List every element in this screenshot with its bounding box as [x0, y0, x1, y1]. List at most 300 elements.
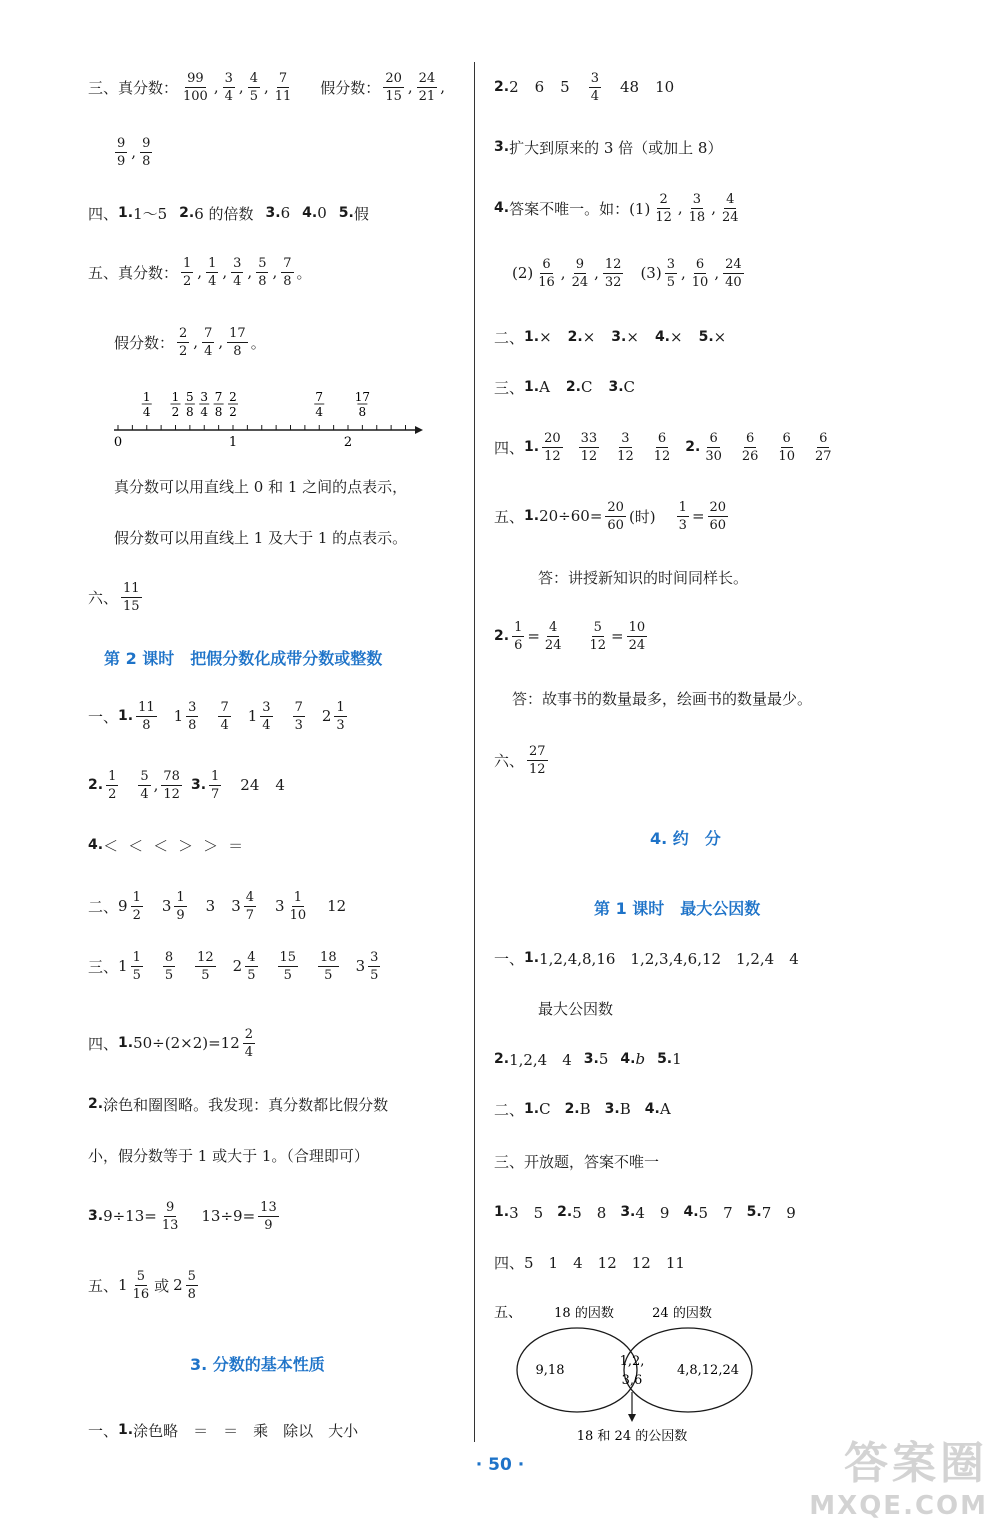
- fraction: [605, 499, 626, 534]
- text: 5 7: [698, 1203, 733, 1222]
- text: 五、: [88, 1276, 119, 1295]
- denominator: 5: [132, 967, 141, 983]
- numerator: 5: [258, 255, 267, 271]
- denominator: 5: [249, 88, 258, 104]
- venn-left-title: 18 的因数: [554, 1306, 614, 1321]
- text: (2): [512, 264, 534, 282]
- numerator: 1: [108, 768, 117, 784]
- text: ＞: [203, 836, 219, 855]
- numerator: 6: [695, 256, 705, 272]
- item-number: 3.: [190, 777, 207, 793]
- text: A: [539, 378, 550, 396]
- item-number: 4.: [494, 200, 510, 216]
- mixed-number: [233, 949, 261, 984]
- fraction: [227, 325, 248, 360]
- fraction: [136, 699, 157, 734]
- text: 四、: [494, 1253, 525, 1272]
- comma: ,: [407, 78, 413, 96]
- fraction: [131, 949, 143, 984]
- item-number: 3.: [494, 139, 510, 155]
- fraction: [131, 1268, 152, 1303]
- text: ×: [713, 328, 727, 346]
- venn-right-title: 24 的因数: [652, 1306, 712, 1321]
- denominator: 15: [385, 88, 402, 104]
- denominator: 10: [289, 907, 307, 923]
- fraction: [209, 768, 221, 803]
- numerator: 20: [385, 70, 402, 86]
- item-number: 2.: [88, 1096, 104, 1112]
- comma: ,: [711, 199, 716, 217]
- text: ×: [670, 328, 683, 346]
- section-heading: 4. 约 分: [650, 829, 721, 848]
- text: C: [580, 378, 593, 396]
- denominator: 13: [161, 1217, 179, 1233]
- numerator: 9: [575, 256, 584, 272]
- denominator: 27: [814, 448, 832, 464]
- numerator: 1: [336, 699, 345, 715]
- numerator: 1: [183, 255, 192, 271]
- text: 最大公因数: [538, 999, 614, 1018]
- text: 五、真分数：: [88, 263, 179, 282]
- denominator: 12: [163, 786, 180, 802]
- item-number: 3.: [608, 379, 624, 395]
- numerator: 9: [117, 135, 126, 151]
- denominator: 60: [607, 517, 624, 533]
- denominator: 15: [123, 598, 140, 614]
- numerator: 11: [138, 699, 155, 715]
- denominator: 12: [580, 448, 598, 464]
- text: 一、: [88, 707, 119, 726]
- item-number: 1.: [524, 329, 540, 345]
- numerator: 20: [607, 499, 624, 515]
- text: =: [527, 627, 540, 645]
- comma: ,: [131, 143, 137, 161]
- text: 3 5: [509, 1203, 544, 1222]
- item-number: 4.: [683, 1204, 699, 1220]
- text: 6: [280, 204, 291, 222]
- mixed-number: [315, 949, 342, 984]
- fraction: [318, 949, 339, 984]
- answer-line-r-5-2: [494, 614, 650, 658]
- whole-part: 3: [231, 897, 241, 915]
- venn-bottom-label: 18 和 24 的公因数: [576, 1429, 688, 1444]
- numerator: 3: [370, 949, 379, 965]
- text: 48: [619, 78, 640, 96]
- fraction: [223, 70, 235, 105]
- item-number: 3.: [620, 1204, 636, 1220]
- answer-line-r-3c: [494, 1190, 796, 1234]
- whole-part: 9: [118, 897, 128, 915]
- item-number: 3.: [265, 205, 281, 221]
- line-fraction-denominator: 2: [171, 405, 180, 419]
- numerator: 3: [233, 255, 242, 271]
- line-fraction-numerator: 7: [214, 392, 223, 404]
- mixed-number: [231, 889, 259, 924]
- fraction: [813, 430, 834, 465]
- numerator: 6: [709, 430, 718, 446]
- text: 10: [655, 78, 675, 96]
- comma: ,: [247, 263, 253, 281]
- item-number: 4.: [302, 205, 318, 221]
- whole-part: 3: [275, 897, 285, 915]
- item-number: 1.: [118, 1422, 134, 1438]
- text: 一、: [88, 1421, 119, 1440]
- answer-line-4-3: [88, 1194, 282, 1238]
- answer-line-r-5a: [538, 555, 748, 599]
- text: 50÷(2×2)=12: [133, 1034, 240, 1052]
- denominator: 18: [688, 209, 706, 225]
- fraction: [218, 699, 230, 734]
- fraction: [138, 768, 150, 803]
- mixed-number: [118, 889, 146, 924]
- text: 5: [598, 1050, 609, 1068]
- answer-line-r2: [494, 65, 674, 109]
- answer-line-3-cont: [112, 130, 155, 174]
- numerator: 5: [187, 1268, 196, 1284]
- text: 答：故事书的数量最多，绘画书的数量最少。: [512, 689, 813, 708]
- mixed-number: [275, 889, 311, 924]
- item-number: 2.: [179, 205, 195, 221]
- answer-line-5: [88, 250, 312, 294]
- numerator: 20: [709, 499, 727, 515]
- denominator: 21: [418, 88, 436, 104]
- comma: ,: [218, 333, 224, 351]
- fraction: [121, 580, 142, 615]
- answer-line-5b: [114, 320, 266, 364]
- denominator: 6: [514, 637, 523, 653]
- denominator: 40: [725, 274, 742, 290]
- fraction: [542, 430, 563, 465]
- fraction: [627, 619, 648, 654]
- text: ＜: [103, 836, 119, 855]
- watermark-logo: 答案圈 MXQE.COM: [809, 1438, 988, 1521]
- numerator: 1: [132, 889, 141, 905]
- text: 4: [275, 776, 285, 794]
- numerator: 18: [320, 949, 337, 965]
- mixed-number: [275, 949, 302, 984]
- numerator: 20: [544, 430, 561, 446]
- fraction: [720, 191, 741, 226]
- answer-line-4: [88, 823, 243, 867]
- arrow-down-icon: [628, 1414, 636, 1422]
- item-number: 1.: [118, 708, 134, 724]
- comma: ,: [213, 78, 219, 96]
- denominator: 2: [132, 907, 141, 923]
- line-fraction-denominator: 2: [229, 405, 237, 419]
- numerator: 1: [208, 255, 217, 271]
- numerator: 4: [726, 191, 735, 207]
- text: B: [619, 1100, 631, 1118]
- numerator: 1: [132, 949, 141, 965]
- comma: ,: [677, 199, 683, 217]
- item-number: 3.: [604, 1101, 620, 1117]
- fraction: [231, 255, 243, 290]
- fraction: [417, 70, 438, 105]
- numerator: 3: [692, 191, 702, 207]
- text: 24: [240, 776, 260, 794]
- numerator: 5: [140, 768, 149, 784]
- fraction: [174, 889, 186, 924]
- denominator: 24: [721, 209, 739, 225]
- fraction: [334, 699, 346, 734]
- text: 7 9: [761, 1203, 796, 1222]
- mixed-number: [118, 949, 146, 984]
- denominator: 32: [604, 274, 622, 290]
- item-number: 3.: [88, 1208, 104, 1224]
- numerator: 10: [628, 619, 646, 635]
- numerator: 7: [278, 70, 288, 86]
- fraction: [186, 1268, 198, 1303]
- fraction: [245, 949, 257, 984]
- denominator: 5: [201, 967, 210, 983]
- text: 扩大到原来的 3 倍（或加上 8）: [509, 138, 723, 157]
- venn-diagram: [492, 1300, 782, 1450]
- denominator: 4: [208, 273, 217, 289]
- fraction: [160, 1199, 181, 1234]
- fraction: [615, 430, 636, 465]
- numerator: 24: [725, 256, 742, 272]
- venn-right-values: 4,8,12,24: [676, 1363, 740, 1378]
- fraction: [703, 430, 724, 465]
- item-number: 2.: [567, 329, 583, 345]
- denominator: 4: [204, 343, 213, 359]
- denominator: 12: [655, 209, 672, 225]
- numerator: 1: [176, 889, 185, 905]
- text: 三、: [88, 957, 119, 976]
- answer-line-3b: [88, 944, 383, 988]
- denominator: 8: [283, 273, 292, 289]
- fraction: [244, 889, 256, 924]
- item-number: 2.: [565, 379, 581, 395]
- text: 。: [250, 333, 266, 352]
- fraction: [202, 325, 214, 360]
- denominator: 5: [370, 967, 379, 983]
- fraction: [140, 135, 152, 170]
- fraction: [589, 70, 601, 105]
- numerator: 33: [580, 430, 598, 446]
- denominator: 10: [778, 448, 795, 464]
- fraction: [293, 699, 305, 734]
- fraction: [281, 255, 293, 290]
- numerator: 6: [542, 256, 551, 272]
- fraction: [677, 499, 689, 534]
- denominator: 5: [324, 967, 333, 983]
- fraction: [383, 70, 404, 105]
- text: ,: [440, 78, 445, 96]
- mixed-number: [248, 699, 276, 734]
- line-fraction-numerator: 17: [354, 392, 371, 404]
- text: 1,2,4 4: [509, 1050, 572, 1069]
- numerator: 3: [188, 699, 197, 715]
- text: 四、: [88, 204, 119, 223]
- comma: ,: [197, 263, 203, 281]
- item-number: 2.: [685, 439, 701, 455]
- numerator: 1: [514, 619, 523, 635]
- numerator: 7: [220, 699, 229, 715]
- fraction: [543, 619, 564, 654]
- comma: ,: [272, 263, 278, 281]
- item-number: 4.: [88, 837, 104, 853]
- venn-left-values: 9,18: [535, 1363, 565, 1378]
- denominator: 4: [224, 88, 233, 104]
- section-heading: 3. 分数的基本性质: [190, 1355, 325, 1374]
- text: 1: [118, 1276, 128, 1294]
- denominator: 10: [691, 274, 709, 290]
- denominator: 7: [211, 786, 220, 802]
- answer-line-1: [88, 694, 350, 738]
- numerator: 4: [249, 70, 258, 86]
- fraction: [570, 256, 591, 291]
- answer-line-4-2: [88, 1082, 388, 1126]
- whole-part: 2: [232, 957, 243, 975]
- item-number: 1.: [524, 379, 540, 395]
- numerator: 78: [163, 768, 180, 784]
- numerator: 12: [197, 949, 214, 965]
- fraction: [579, 430, 600, 465]
- whole-part: 1: [173, 707, 184, 725]
- venn-label: 五、: [494, 1305, 522, 1321]
- item-number: 1.: [118, 1035, 134, 1051]
- denominator: 3: [336, 717, 345, 733]
- numerator: 7: [204, 325, 213, 341]
- fraction: [163, 949, 175, 984]
- text: 三、真分数：: [88, 78, 179, 97]
- item-number: 2.: [494, 79, 510, 95]
- text: 假分数：: [114, 333, 175, 352]
- numerator: 9: [165, 1199, 175, 1215]
- mixed-number: [290, 699, 308, 734]
- numerator: 7: [283, 255, 292, 271]
- numerator: 13: [260, 1199, 277, 1215]
- mixed-number: [162, 889, 190, 924]
- fraction: [723, 256, 744, 291]
- mixed-number: [160, 949, 178, 984]
- venn-common-values: 3,6: [621, 1373, 643, 1388]
- denominator: 4: [140, 786, 149, 802]
- mixed-number: [327, 897, 346, 915]
- text: 13÷9=: [201, 1207, 256, 1225]
- denominator: 11: [274, 88, 292, 104]
- lesson-heading: 第 1 课时 最大公因数: [594, 899, 761, 918]
- numerator: 3: [224, 70, 233, 86]
- numerator: 1: [678, 499, 687, 515]
- text: 答：讲授新知识的时间同样长。: [538, 568, 749, 587]
- item-number: 2.: [494, 1051, 510, 1067]
- fraction: [740, 430, 761, 465]
- item-number: 4.: [654, 329, 670, 345]
- line-fraction-denominator: 8: [214, 405, 223, 419]
- fraction: [368, 949, 380, 984]
- line-fraction-denominator: 4: [200, 405, 209, 419]
- numerator: 5: [593, 619, 602, 635]
- denominator: 5: [666, 274, 675, 290]
- answer-line-r-2b: [494, 1087, 671, 1131]
- text: 四、: [88, 1034, 119, 1053]
- answer-line-r3: [494, 125, 722, 169]
- fraction: [273, 70, 294, 105]
- denominator: 26: [741, 448, 759, 464]
- text: 4 9: [635, 1203, 670, 1222]
- denominator: 12: [544, 448, 561, 464]
- item-number: 2.: [88, 777, 104, 793]
- venn-common-values: 1,2,: [619, 1354, 645, 1369]
- comma: ,: [222, 263, 228, 281]
- text: b: [635, 1050, 646, 1068]
- answer-line-r-3: [494, 365, 635, 409]
- answer-line-2b: [88, 884, 346, 928]
- numerator: 8: [164, 949, 174, 965]
- whole-part: 12: [327, 897, 347, 915]
- text: 二、: [494, 1100, 525, 1119]
- answer-line-r-5b: [512, 676, 812, 720]
- denominator: 5: [164, 967, 174, 983]
- fraction: [278, 949, 299, 984]
- mixed-number: [356, 949, 384, 984]
- denominator: 8: [188, 717, 197, 733]
- text: 6: [534, 78, 545, 96]
- denominator: 12: [529, 761, 546, 777]
- text: 0: [317, 204, 327, 222]
- numerator: 6: [819, 430, 828, 446]
- numerator: 7: [294, 699, 303, 715]
- comma: ,: [714, 264, 720, 282]
- text: ,: [153, 776, 159, 794]
- text: 5 8: [572, 1203, 607, 1222]
- tick-label: 2: [343, 435, 353, 450]
- text: =: [691, 507, 705, 525]
- fraction: [653, 191, 674, 226]
- denominator: 4: [220, 717, 229, 733]
- whole-part: 3: [205, 897, 216, 915]
- line-fraction-denominator: 4: [142, 405, 151, 419]
- text: ＜: [128, 836, 144, 855]
- text: A: [659, 1100, 671, 1118]
- line-fraction-denominator: 4: [315, 405, 324, 419]
- text: 20÷60=: [539, 507, 603, 525]
- line-fraction-numerator: 1: [171, 392, 180, 404]
- number-line: [110, 392, 450, 452]
- denominator: 8: [258, 273, 267, 289]
- numerator: 99: [187, 70, 204, 86]
- fraction: [256, 255, 268, 290]
- numerator: 2: [244, 1026, 254, 1042]
- fraction: [115, 135, 127, 170]
- fraction: [181, 70, 210, 105]
- whole-part: 3: [355, 957, 366, 975]
- text: =: [611, 627, 624, 645]
- denominator: 16: [538, 274, 555, 290]
- numerator: 24: [418, 70, 436, 86]
- comma: ,: [594, 264, 599, 282]
- fraction: [512, 619, 524, 654]
- numerator: 2: [179, 325, 188, 341]
- denominator: 4: [590, 88, 599, 104]
- answer-line-r-1c: [494, 1037, 682, 1081]
- fraction: [603, 256, 624, 291]
- denominator: 12: [653, 448, 671, 464]
- fraction: [708, 499, 729, 534]
- denominator: 4: [244, 1044, 254, 1060]
- fraction: [258, 1199, 279, 1234]
- text: ×: [626, 328, 639, 346]
- text: 五、: [494, 507, 525, 526]
- denominator: 12: [589, 637, 607, 653]
- denominator: 100: [183, 88, 208, 104]
- item-number: 1.: [524, 950, 540, 966]
- numerator: 3: [590, 70, 599, 86]
- whole-part: 2: [321, 707, 332, 725]
- answer-line-4: [88, 191, 369, 235]
